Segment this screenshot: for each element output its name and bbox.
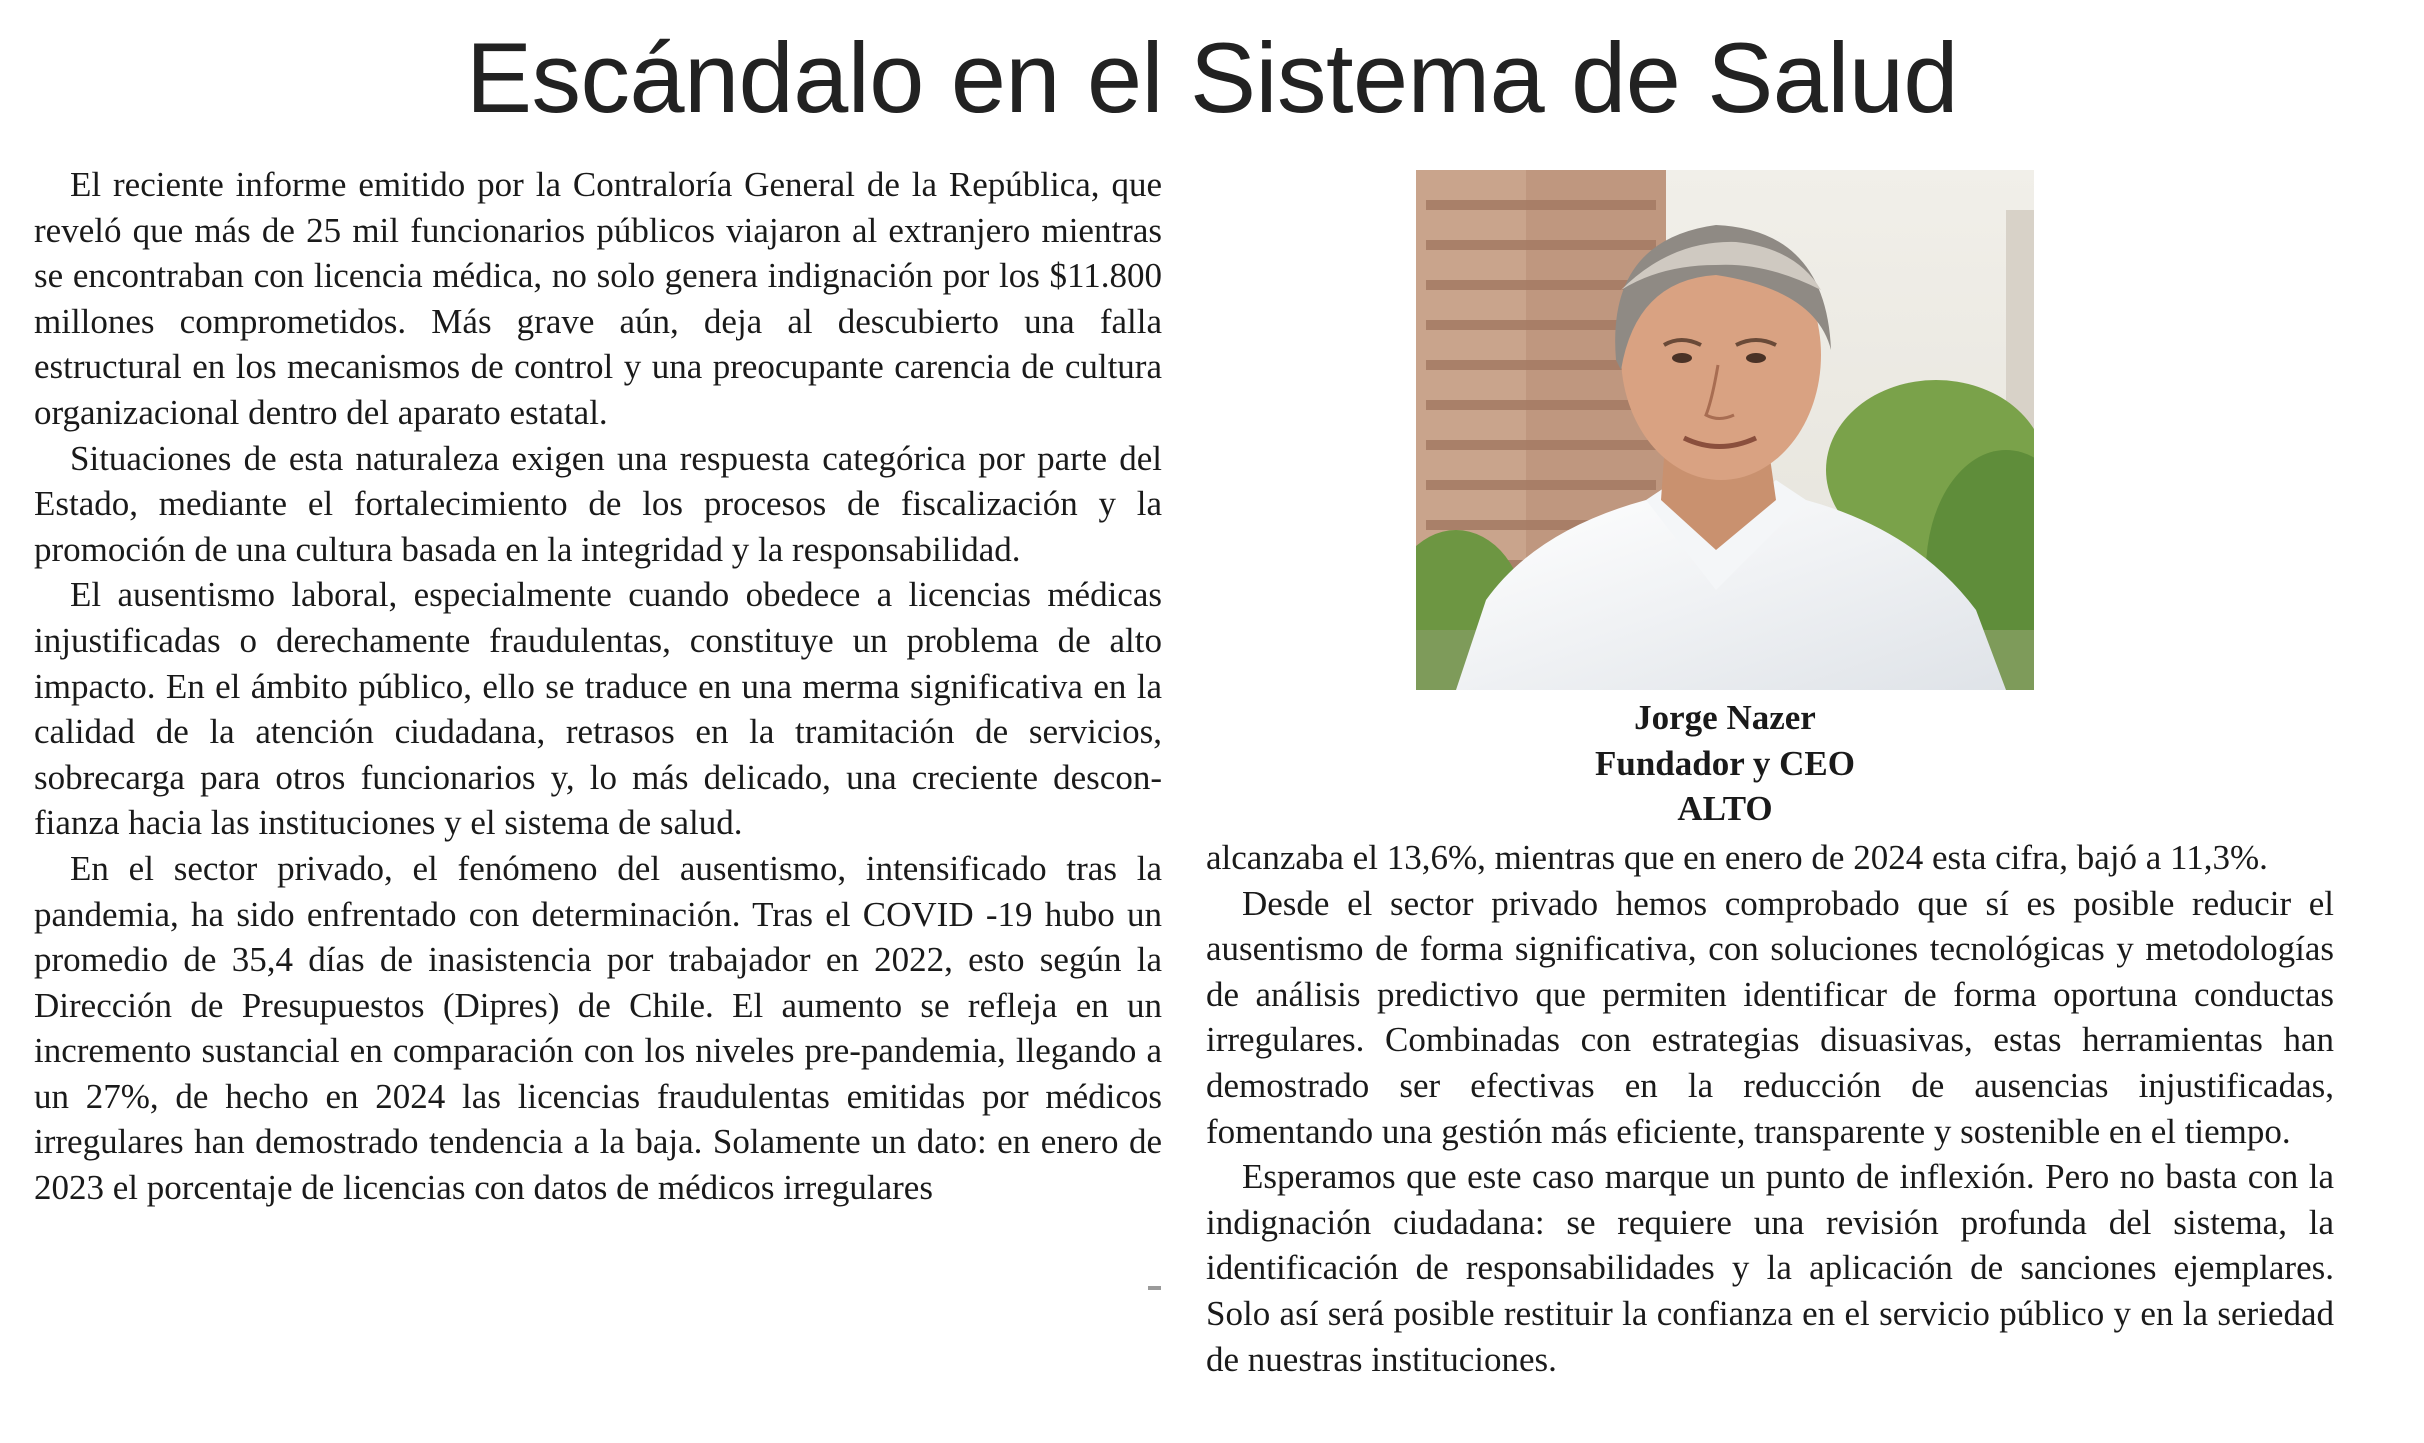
body-paragraph-continuation: alcanzaba el 13,6%, mientras que en enero de 2024 esta cifra, bajó a 11,3%. xyxy=(1206,838,2268,877)
author-name: Jorge Nazer xyxy=(1634,698,1816,737)
author-company: ALTO xyxy=(1677,789,1773,828)
article-body-left-column xyxy=(34,162,1162,1211)
article-body-right-column xyxy=(1206,835,2334,1382)
author-photo xyxy=(1416,170,2034,690)
body-paragraph: El reciente informe emitido por la Contraloría General de la República, que reveló que más de 25 mil funcionarios públicos viajaron al extranjero mientras se encontraban con licencia médica, no solo genera indignación por los $11.800 millones comprometidos. Más grave aún, deja al descubierto una falla estructural en los mecanismos de control y una preocupante carencia de cultura organizacional dentro del aparato estatal. xyxy=(34,165,1162,432)
body-paragraph: Desde el sector privado hemos comprobado que sí es posible reducir el ausentismo de forma significativa, con soluciones tecnológicas y metodologías de análisis predictivo que permiten identificar de forma oportuna conductas irregulares. Combinadas con estrategias disuasivas, estas herramientas han demostrado ser efectivas en la reducción de ausencias injustificadas, fomentando una gestión más eficiente, transparente y sostenible en el tiempo. xyxy=(1206,883,2334,1151)
author-role: Fundador y CEO xyxy=(1595,743,1855,783)
body-paragraph: En el sector privado, el fenómeno del ausentismo, intensificado tras la pandemia, ha sido enfrentado con determinación. Tras el COVID -19 hubo un promedio de 35,4 días de inasistencia por trabajador en 2022, esto según la Dirección de Presupuestos (Dipres) de Chile. El aumento se refleja en un incremento sustancial en comparación con los niveles pre-pandemia, llegando a un 27%, de hecho en 2024 las licencias fraudulentas emitidas por médicos irregulares han demostrado tendencia a la baja. Solamente un dato: en enero de 2023 el porcentaje de licencias con datos de médicos irregulares xyxy=(34,848,1162,1208)
print-mark xyxy=(1148,1286,1161,1290)
article-title: Escándalo en el Sistema de Salud xyxy=(466,22,1958,133)
body-paragraph: Esperamos que este caso marque un punto de inflexión. Pero no basta con la indignación ciudadana: se requiere una revisión profunda del sistema, la identificación de responsabilidades y la aplicación de sanciones ejemplares. Solo así será posible restituir la confianza en el servicio público y en la seriedad de nuestras instituciones. xyxy=(1206,1157,2334,1379)
body-paragraph: El ausentismo laboral, especialmente cuando obedece a licencias médicas injustificadas o derechamente fraudulentas, constituye un problema de alto impacto. En el ámbito público, ello se traduce en una merma significativa en la calidad de la atención ciudadana, retrasos en la tramitación de servicios, sobrecarga para otros funcionarios y, lo más delicado, una creciente desconfianza hacia las instituciones y el sistema de salud. xyxy=(34,575,1162,843)
body-paragraph: Situaciones de esta naturaleza exigen una respuesta categórica por parte del Estado, mediante el fortalecimiento de los procesos de fiscalización y la promoción de una cultura basada en la integridad y la responsabilidad. xyxy=(34,438,1162,569)
author-caption xyxy=(1416,695,2034,832)
